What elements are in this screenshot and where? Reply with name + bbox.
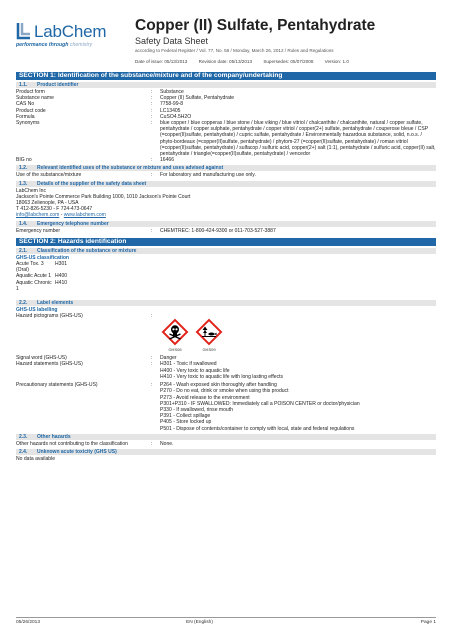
ghs-classification-heading: GHS-US classification xyxy=(16,254,70,261)
precaution-statement: P264 - Wash exposed skin thoroughly after handling xyxy=(160,382,277,389)
classification-row: Aquatic Acute 1 H400 xyxy=(16,273,68,280)
precaution-statement: P273 - Avoid release to the environment xyxy=(160,394,250,401)
website-link[interactable]: www.labchem.com xyxy=(63,212,106,219)
subsection-2-4: 2.4. Unknown acute toxicity (GHS US) xyxy=(16,449,436,455)
regulation-line: according to Federal Register / Vol. 77, No. 58 / Monday, March 26, 2012 / Rules and Regulations xyxy=(135,48,334,53)
supersedes: Supersedes: 05/07/2008 xyxy=(263,59,314,64)
labchem-logo xyxy=(16,22,128,62)
footer-divider xyxy=(16,617,436,618)
subsection-1-1: 1.1. Product identifier xyxy=(16,82,436,88)
document-subtitle: Safety Data Sheet xyxy=(135,36,209,46)
supplier-line: T 412-826-5230 - F 724-473-0647 xyxy=(16,206,93,213)
document-body xyxy=(16,72,436,462)
field-row: CAS No : 7758-99-8 xyxy=(16,101,184,108)
environment-hazard-icon xyxy=(194,317,224,347)
document-title: Copper (II) Sulfate, Pentahydrate xyxy=(135,17,376,34)
classification-row: Aquatic Chronic 1 H410 xyxy=(16,279,68,292)
precaution-statement: P391 - Collect spillage xyxy=(160,413,211,420)
ghs-labelling-heading: GHS-US labelling xyxy=(16,307,58,314)
supplier-line: LabChem Inc xyxy=(16,187,47,194)
section-2-header: SECTION 2: Hazards identification xyxy=(16,238,436,246)
precaution-statement: P330 - If swallowed, rinse mouth xyxy=(160,406,233,413)
section-1-header: SECTION 1: Identification of the substance/mixture and of the company/undertaking xyxy=(16,72,436,80)
field-row: Formula : CuSO4.5H2O xyxy=(16,113,192,120)
field-row: Product code : LC13405 xyxy=(16,107,181,114)
email-link[interactable]: info@labchem.com xyxy=(16,212,60,219)
logo-tagline: performance through chemistry xyxy=(16,42,93,48)
ghs09-pictogram: GHS09 xyxy=(194,317,224,355)
subsection-2-1: 2.1. Classification of the substance or mixture xyxy=(16,248,436,254)
other-hazards-row: Other hazards not contributing to the classification : None. xyxy=(16,440,174,447)
footer-page: Page 1 xyxy=(420,620,436,625)
precaution-statement: P501 - Dispose of contents/container to comply with local, state and federal regulations xyxy=(160,425,355,432)
no-data-text: No data available xyxy=(16,455,56,462)
emergency-row: Emergency number : CHEMTREC: 1-800-424-9300 or 011-703-527-3887 xyxy=(16,227,276,234)
subsection-1-4: 1.4. Emergency telephone number xyxy=(16,221,436,227)
precautionary-statements-row: Precautionary statements (GHS-US) : P264 - Wash exposed skin thoroughly after handling P270 - Do no eat, drink or smoke when using this product P273 - Avoid release to the environment P301+P310 - IF SWALLOWED: Immediately call a POISON CENTER or doctor/physician P330 - If swallowed, rinse mouth P391 - Collect spillage P405 - Store locked up P501 - Dispose of contents/container to comply with local, state and federal regulations xyxy=(16,382,436,432)
date-line xyxy=(135,59,359,64)
subsection-1-3: 1.3. Details of the supplier of the safety data sheet xyxy=(16,181,436,187)
precaution-statement: P270 - Do no eat, drink or smoke when using this product xyxy=(160,388,289,395)
skull-crossbones-icon xyxy=(160,317,190,347)
contact-links: info@labchem.com - www.labchem.com xyxy=(16,212,106,219)
footer-date: 05/26/2013 xyxy=(16,620,41,625)
hazard-statement: H301 - Toxic if swallowed xyxy=(160,361,217,368)
hazard-statement: H410 - Very toxic to aquatic life with long lasting effects xyxy=(160,373,284,380)
subsection-1-2: 1.2. Relevant identified uses of the substance or mixture and uses advised against xyxy=(16,165,436,171)
precaution-statement: P405 - Store locked up xyxy=(160,419,212,426)
pictograms xyxy=(160,313,224,355)
footer-language: EN (English) xyxy=(186,620,213,625)
big-no-row: BIG no : 16466 xyxy=(16,157,175,164)
revision-date: Revision date: 05/13/2013 xyxy=(198,59,253,64)
synonyms-row: Synonyms : blue copper / blue copperas / blue stone / blue viking / blue vitriol / chalcanthite / chalcanthite, natural / copper sulfate, pentahydrate / copper sulphate, pentahydrate / copper vitriol / copper(2+) sulfate, pentahydrate / couperose bleue / CSP (=copper(II)sulfate, pentahydrate) / cupric sulfate, pentahydrate / Environmentally hazardous substance, solid, n.o.s. / phyto-bordeaux (=copper(II)sulfate, pentahydrate) / phytom-27 (=copper(II)sulfate, pentahydrate) / roman vitriol (=copper(II)sulfate, pentahydrate) / sulfacop / sulfuric acid, copper(2+) salt (1:1), pentahydrate / sulfuric acid, copper(II) salt, pentahydrate / triangle(=copper(II)sulfate, pentahydrate) / vencedor xyxy=(16,120,436,158)
hazard-statement: H400 - Very toxic to aquatic life xyxy=(160,367,230,374)
precaution-statement: P301+P310 - IF SWALLOWED: Immediately call a POISON CENTER or doctor/physician xyxy=(160,400,360,407)
subsection-2-2: 2.2. Label elements xyxy=(16,300,436,306)
supplier-line: Jackson's Pointe Commerce Park Building 1000, 1010 Jackson's Pointe Court xyxy=(16,193,191,200)
ghs06-pictogram: GHS06 xyxy=(160,317,190,355)
version: Version: 1.0 xyxy=(324,59,349,64)
subsection-2-3: 2.3. Other hazards xyxy=(16,434,436,440)
pictogram-row: Hazard pictograms (GHS-US) : GHS06 GHS09 xyxy=(16,313,436,355)
use-row: Use of the substance/mixture : For laboratory and manufacturing use only. xyxy=(16,172,256,179)
hazard-statements-row: Hazard statements (GHS-US) : H301 - Toxic if swallowed H400 - Very toxic to aquatic life H410 - Very toxic to aquatic life with long lasting effects xyxy=(16,361,436,380)
date-of-issue: Date of issue: 05/13/2013 xyxy=(135,59,188,64)
labchem-logo-icon xyxy=(16,23,32,40)
logo-text: LabChem xyxy=(34,22,107,41)
field-row: Substance name : Copper (II) Sulfate, Pentahydrate xyxy=(16,95,235,102)
signal-word-row: Signal word (GHS-US) : Danger xyxy=(16,355,177,362)
field-row: Product form : Substance xyxy=(16,89,184,95)
supplier-line: 18063 Zelienople, PA - USA xyxy=(16,200,79,207)
classification-row: Acute Tox. 3 (Oral) H301 xyxy=(16,261,68,274)
